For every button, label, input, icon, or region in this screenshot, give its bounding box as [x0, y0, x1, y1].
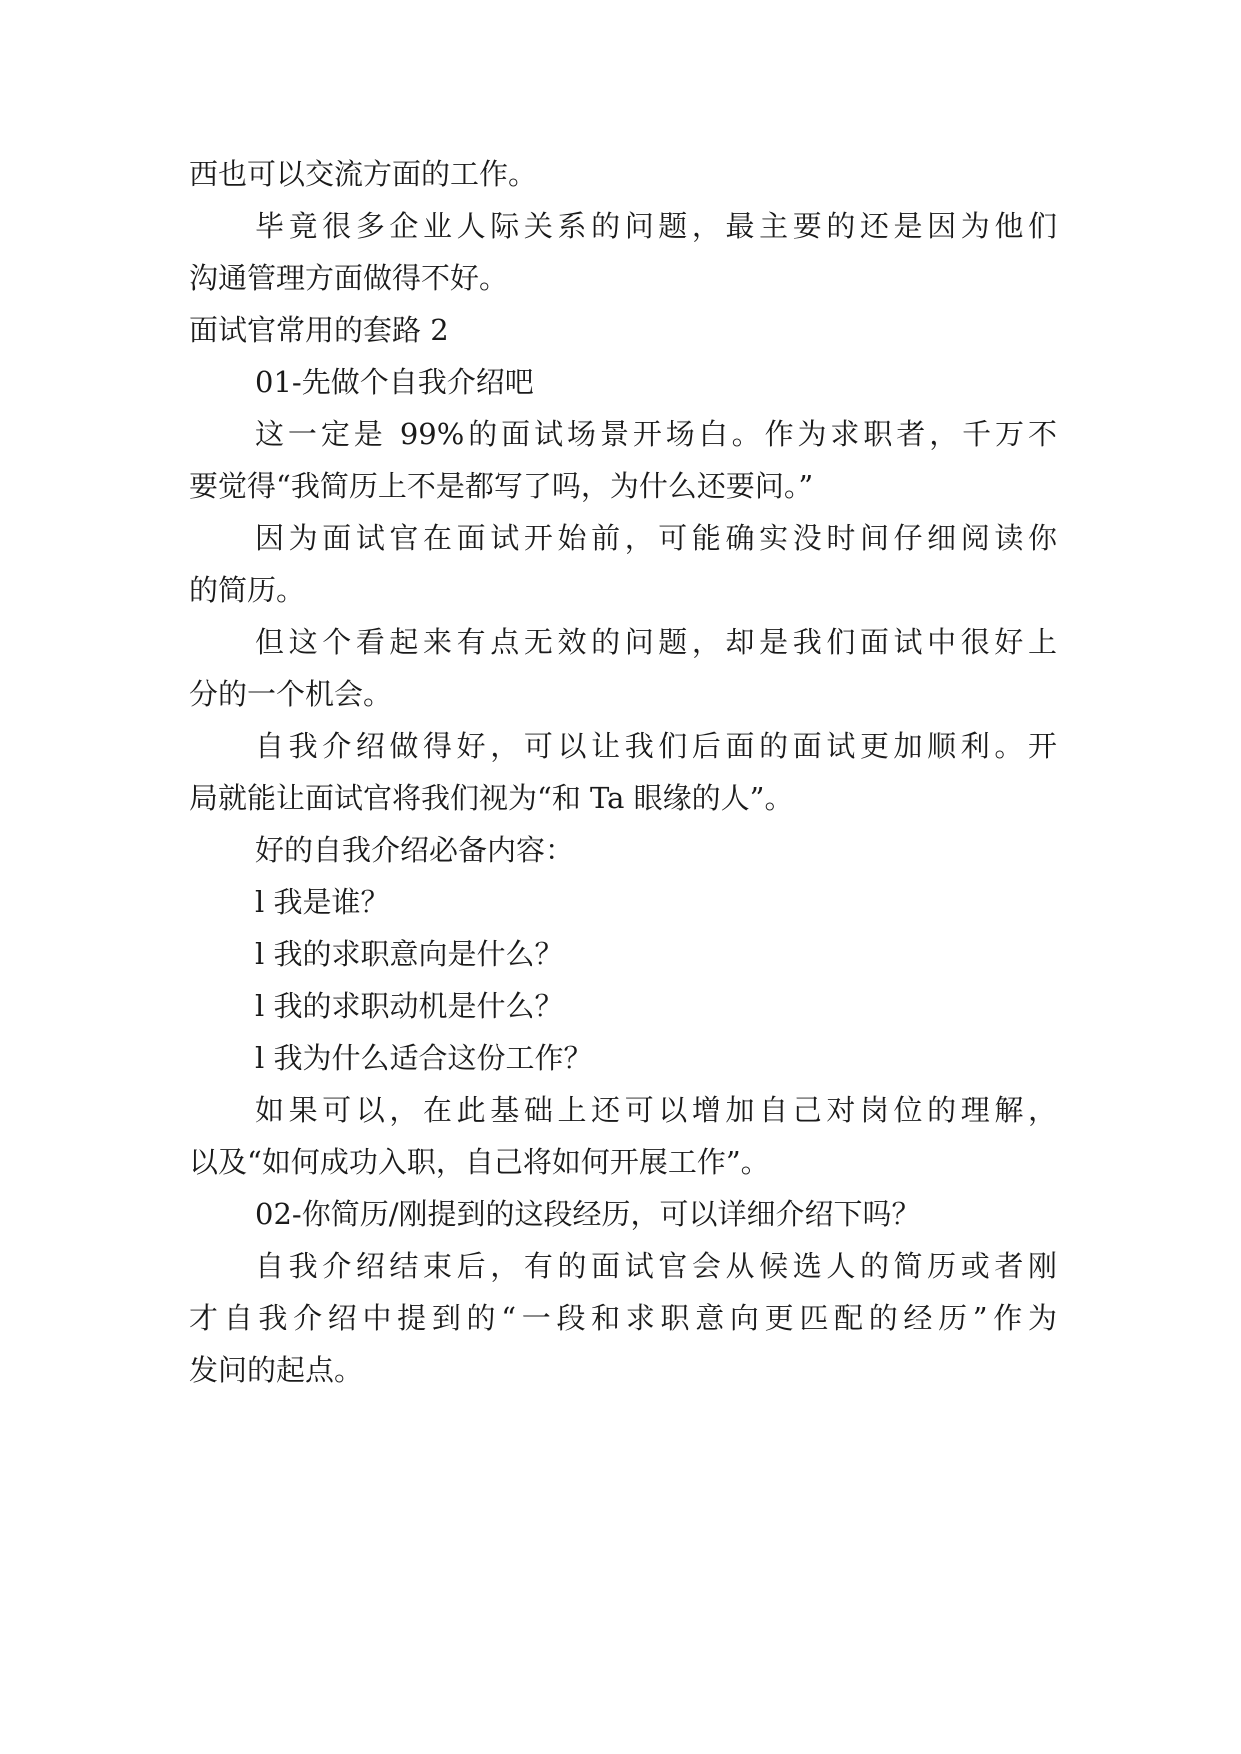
text-line: 但这个看起来有点无效的问题，却是我们面试中很好上 [255, 625, 1057, 659]
list-item: l 我为什么适合这份工作？ [255, 1041, 593, 1075]
text-line: 局就能让面试官将我们视为“和 Ta 眼缘的人”。 [189, 781, 794, 815]
text-line: 西也可以交流方面的工作。 [189, 157, 538, 191]
text-line: 因为面试官在面试开始前，可能确实没时间仔细阅读你 [255, 521, 1057, 555]
text-line: 如果可以，在此基础上还可以增加自己对岗位的理解， [255, 1093, 1057, 1127]
text-line: 发问的起点。 [189, 1353, 364, 1387]
text-line: 好的自我介绍必备内容： [255, 833, 575, 867]
list-item: l 我的求职意向是什么？ [255, 937, 564, 971]
text-line: 才自我介绍中提到的“一段和求职意向更匹配的经历”作为 [189, 1301, 1057, 1335]
text-line: 自我介绍做得好，可以让我们后面的面试更加顺利。开 [255, 729, 1057, 763]
list-item: l 我的求职动机是什么？ [255, 989, 564, 1023]
text-line: 分的一个机会。 [189, 677, 393, 711]
text-line: 以及“如何成功入职，自己将如何开展工作”。 [189, 1145, 770, 1179]
subsection-heading: 02-你简历/刚提到的这段经历，可以详细介绍下吗？ [255, 1197, 921, 1231]
text-line: 要觉得“我简历上不是都写了吗，为什么还要问。” [189, 469, 814, 503]
text-line: 的简历。 [189, 573, 306, 607]
subsection-heading: 01-先做个自我介绍吧 [255, 365, 534, 399]
text-line: 自我介绍结束后，有的面试官会从候选人的简历或者刚 [255, 1249, 1057, 1283]
section-heading: 面试官常用的套路 2 [189, 313, 449, 347]
text-line: 毕竟很多企业人际关系的问题，最主要的还是因为他们 [255, 209, 1057, 243]
list-item: l 我是谁？ [255, 885, 390, 919]
text-line: 沟通管理方面做得不好。 [189, 261, 509, 295]
text-line: 这一定是 99%的面试场景开场白。作为求职者，千万不 [255, 417, 1057, 451]
